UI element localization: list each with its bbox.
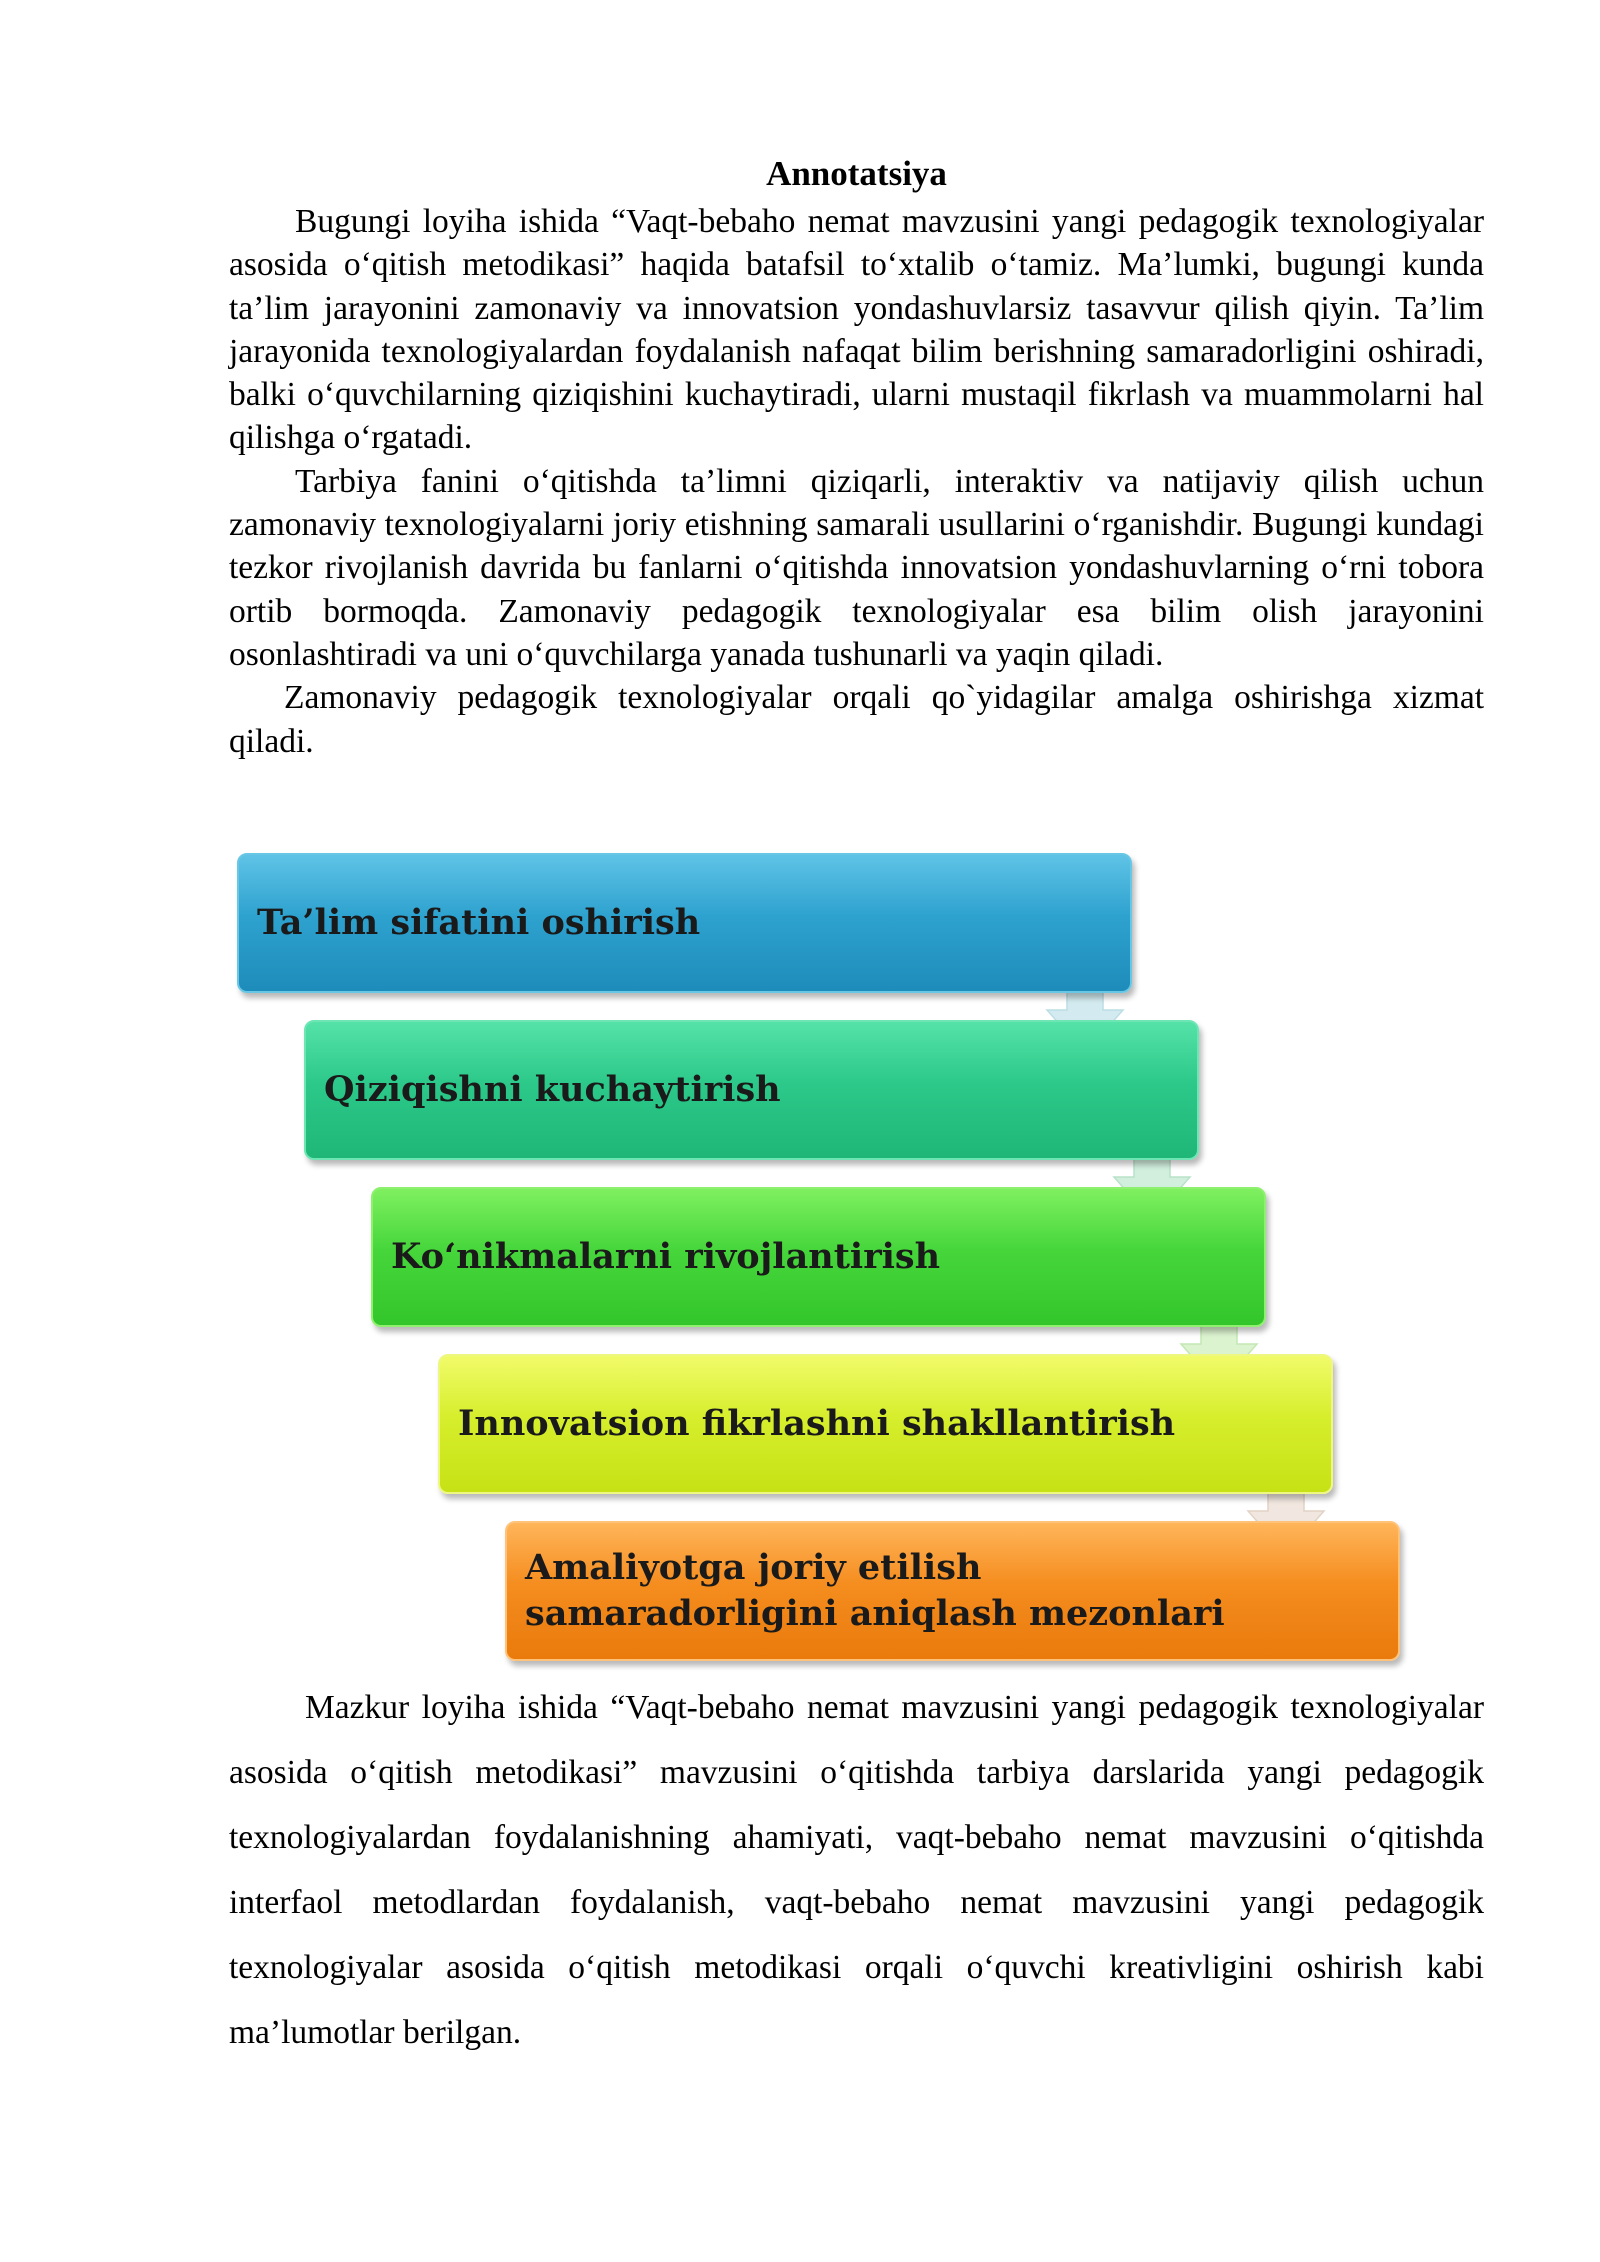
paragraph: Zamonaviy pedagogik texnologiyalar orqali qo`yidagilar amalga oshirishga xizmat qiladi. bbox=[229, 679, 1484, 760]
paragraph: Mazkur loyiha ishida “Vaqt-bebaho nemat mavzusini yangi pedagogik texnologiyalar asosida o‘qitish metodikasi” mavzusini o‘qitishda tarbiya darslarida yangi pedagogik texnologiyalardan foydalanishning ahamiyati, vaqt-bebaho nemat mavzusini o‘qitishda interfaol metodlardan foydalanish, vaqt-bebaho nemat mavzusini yangi pedagogik texnologiyalar asosida o‘qitish metodikasi orqali o‘quvchi kreativligini oshirish kabi ma’lumotlar berilgan. bbox=[229, 1689, 1484, 2051]
intro-text bbox=[229, 200, 1484, 763]
conclusion-text bbox=[229, 1675, 1484, 2065]
step-box bbox=[505, 1521, 1400, 1661]
step-label: Ko‘nikmalarni rivojlantirish bbox=[391, 1236, 941, 1277]
paragraph: Tarbiya fanini o‘qitishda ta’limni qiziqarli, interaktiv va natijaviy qilish uchun zamonaviy texnologiyalarni joriy etishning samarali usullarini o‘rganishdir. Bugungi kundagi tezkor rivojlanish davrida bu fanlarni o‘qitishda innovatsion yondashuvlarning o‘rni tobora ortib bormoqda. Zamonaviy pedagogik texnologiyalar esa bilim olish jarayonini osonlashtiradi va uni o‘quvchilarga yanada tushunarli va yaqin qiladi. bbox=[229, 462, 1484, 673]
step-label: Innovatsion fikrlashni shakllantirish bbox=[458, 1403, 1176, 1444]
paragraph: Bugungi loyiha ishida “Vaqt-bebaho nemat mavzusini yangi pedagogik texnologiyalar asosida o‘qitish metodikasi” haqida batafsil to‘xtalib o‘tamiz. Ma’lumki, bugungi kunda ta’lim jarayonini zamonaviy va innovatsion yondashuvlarsiz tasavvur qilish qiyin. Ta’lim jarayonida texnologiyalardan foydalanish nafaqat bilim berishning samaradorligini oshiradi, balki o‘quvchilarning qiziqishini kuchaytiradi, ularni mustaqil fikrlash va muammolarni hal qilishga o‘rgatadi. bbox=[229, 203, 1484, 457]
page-title: Annotatsiya bbox=[766, 154, 947, 193]
step-box bbox=[371, 1187, 1266, 1327]
step-box bbox=[237, 853, 1132, 993]
step-label: Ta’lim sifatini oshirish bbox=[257, 902, 701, 943]
step-label: Qiziqishni kuchaytirish bbox=[324, 1069, 781, 1110]
step-label: Amaliyotga joriy etilish bbox=[525, 1547, 982, 1588]
step-label: samaradorligini aniqlash mezonlari bbox=[525, 1593, 1225, 1634]
step-box bbox=[438, 1354, 1333, 1494]
step-box bbox=[304, 1020, 1199, 1160]
